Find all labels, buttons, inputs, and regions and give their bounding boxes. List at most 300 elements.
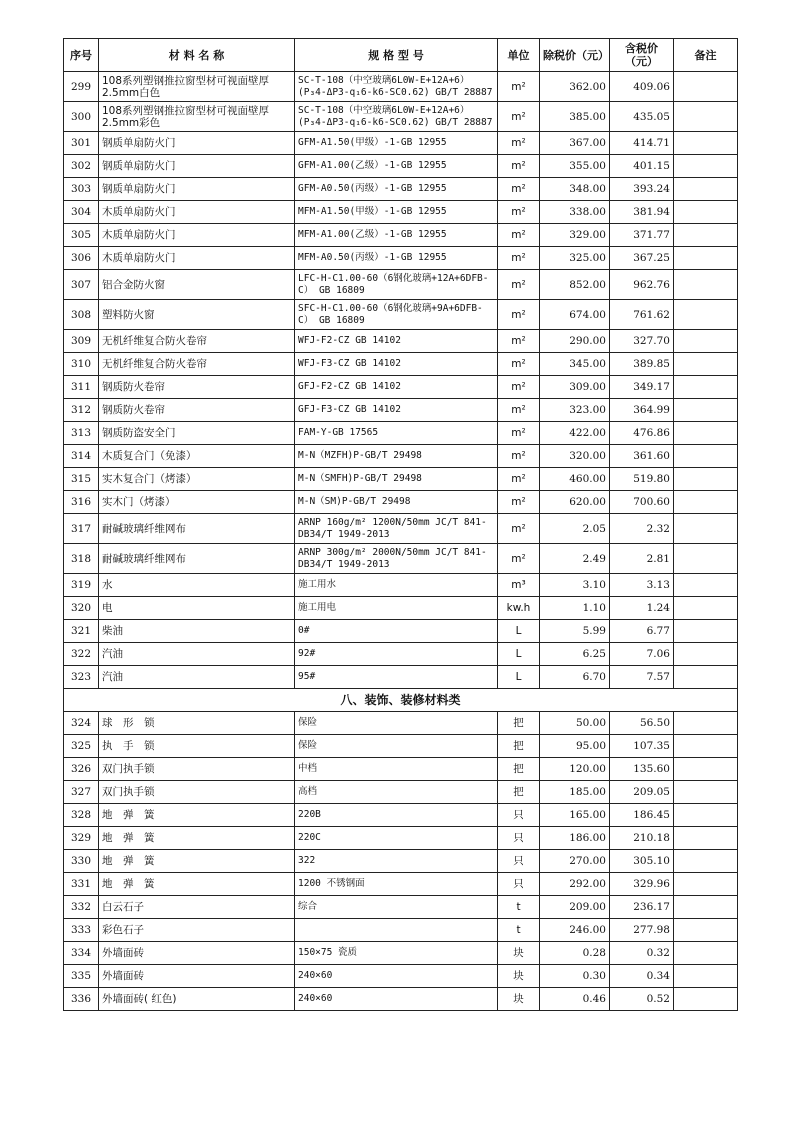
table-row [64,270,738,300]
note [674,178,738,201]
note [674,919,738,942]
table-row [64,247,738,270]
price-ex-tax: 246.00 [540,919,610,942]
price-ex-tax: 852.00 [540,270,610,300]
price-inc-tax: 700.60 [610,491,674,514]
header-price-ex-tax: 除税价（元） [540,39,610,72]
unit: m² [498,178,540,201]
note [674,942,738,965]
note [674,491,738,514]
note [674,201,738,224]
price-table [63,38,738,1011]
material-name: 实木门（烤漆） [99,491,295,514]
spec-model: GFM-A1.50(甲级）-1-GB 12955 [295,132,498,155]
unit: 块 [498,965,540,988]
spec-model: 322 [295,850,498,873]
price-ex-tax: 95.00 [540,735,610,758]
price-inc-tax: 186.45 [610,804,674,827]
material-name: 球 形 锁 [99,712,295,735]
price-ex-tax: 348.00 [540,178,610,201]
price-ex-tax: 323.00 [540,399,610,422]
price-ex-tax: 620.00 [540,491,610,514]
price-ex-tax: 209.00 [540,896,610,919]
price-inc-tax: 381.94 [610,201,674,224]
unit: m² [498,445,540,468]
price-inc-tax: 209.05 [610,781,674,804]
row-number: 299 [64,72,99,102]
note [674,422,738,445]
row-number: 310 [64,353,99,376]
material-name: 木质单扇防火门 [99,247,295,270]
note [674,72,738,102]
price-inc-tax: 0.52 [610,988,674,1011]
spec-model: 0# [295,620,498,643]
price-inc-tax: 6.77 [610,620,674,643]
price-inc-tax: 349.17 [610,376,674,399]
unit: m² [498,224,540,247]
table-row [64,919,738,942]
note [674,804,738,827]
note [674,544,738,574]
price-ex-tax: 309.00 [540,376,610,399]
table-row [64,965,738,988]
material-name: 执 手 锁 [99,735,295,758]
spec-model: 240×60 [295,988,498,1011]
material-name: 水 [99,574,295,597]
unit: m² [498,72,540,102]
table-row [64,468,738,491]
price-inc-tax: 7.57 [610,666,674,689]
price-ex-tax: 6.25 [540,643,610,666]
table-row [64,804,738,827]
material-name: 钢质单扇防火门 [99,178,295,201]
note [674,620,738,643]
row-number: 334 [64,942,99,965]
material-name: 地 弹 簧 [99,873,295,896]
row-number: 311 [64,376,99,399]
price-inc-tax: 364.99 [610,399,674,422]
price-ex-tax: 2.05 [540,514,610,544]
material-name: 耐碱玻璃纤维网布 [99,514,295,544]
unit: kw.h [498,597,540,620]
row-number: 333 [64,919,99,942]
spec-model: M-N（SM)P-GB/T 29498 [295,491,498,514]
table-row [64,224,738,247]
price-ex-tax: 6.70 [540,666,610,689]
price-inc-tax: 2.32 [610,514,674,544]
unit: 把 [498,758,540,781]
spec-model: 高档 [295,781,498,804]
unit: t [498,896,540,919]
price-inc-tax: 962.76 [610,270,674,300]
material-name: 木质复合门（免漆） [99,445,295,468]
row-number: 314 [64,445,99,468]
spec-model: FAM-Y-GB 17565 [295,422,498,445]
material-name: 电 [99,597,295,620]
material-name: 汽油 [99,666,295,689]
unit: m² [498,544,540,574]
material-name: 白云石子 [99,896,295,919]
price-ex-tax: 1.10 [540,597,610,620]
spec-model: GFJ-F2-CZ GB 14102 [295,376,498,399]
table-row [64,666,738,689]
table-row [64,873,738,896]
row-number: 317 [64,514,99,544]
material-name: 实木复合门（烤漆） [99,468,295,491]
price-ex-tax: 5.99 [540,620,610,643]
unit: 只 [498,850,540,873]
header-no: 序号 [64,39,99,72]
header-row [64,39,738,72]
price-inc-tax: 476.86 [610,422,674,445]
table-row [64,514,738,544]
price-inc-tax: 236.17 [610,896,674,919]
row-number: 326 [64,758,99,781]
material-name: 彩色石子 [99,919,295,942]
spec-model: 220C [295,827,498,850]
spec-model: SFC-H-C1.00-60（6钢化玻璃+9A+6DFB-C） GB 16809 [295,300,498,330]
spec-model: 95# [295,666,498,689]
price-ex-tax: 325.00 [540,247,610,270]
section-header-row [64,689,738,712]
header-spec: 规 格 型 号 [295,39,498,72]
row-number: 331 [64,873,99,896]
table-row [64,399,738,422]
price-inc-tax: 7.06 [610,643,674,666]
note [674,102,738,132]
material-name: 钢质防火卷帘 [99,376,295,399]
material-name: 地 弹 簧 [99,850,295,873]
unit: 块 [498,942,540,965]
row-number: 302 [64,155,99,178]
price-ex-tax: 3.10 [540,574,610,597]
price-ex-tax: 120.00 [540,758,610,781]
note [674,988,738,1011]
spec-model: ARNP 160g/m² 1200N/50mm JC/T 841-DB34/T 1949-2013 [295,514,498,544]
unit: 只 [498,873,540,896]
table-row [64,102,738,132]
material-name: 外墙面砖( 红色) [99,988,295,1011]
spec-model: LFC-H-C1.00-60（6钢化玻璃+12A+6DFB-C） GB 16809 [295,270,498,300]
spec-model: GFJ-F3-CZ GB 14102 [295,399,498,422]
price-ex-tax: 362.00 [540,72,610,102]
row-number: 336 [64,988,99,1011]
row-number: 328 [64,804,99,827]
spec-model: M-N（MZFH)P-GB/T 29498 [295,445,498,468]
note [674,850,738,873]
row-number: 324 [64,712,99,735]
price-inc-tax: 2.81 [610,544,674,574]
spec-model: WFJ-F2-CZ GB 14102 [295,330,498,353]
spec-model: 施工用水 [295,574,498,597]
unit: 只 [498,804,540,827]
table-row [64,300,738,330]
unit: 把 [498,735,540,758]
material-name: 木质单扇防火门 [99,224,295,247]
unit: m² [498,376,540,399]
price-ex-tax: 186.00 [540,827,610,850]
table-row [64,376,738,399]
spec-model: WFJ-F3-CZ GB 14102 [295,353,498,376]
material-name: 无机纤维复合防火卷帘 [99,330,295,353]
note [674,666,738,689]
price-inc-tax: 435.05 [610,102,674,132]
material-name: 双门执手锁 [99,781,295,804]
spec-model: 保险 [295,712,498,735]
material-name: 无机纤维复合防火卷帘 [99,353,295,376]
unit: L [498,643,540,666]
price-inc-tax: 389.85 [610,353,674,376]
price-ex-tax: 290.00 [540,330,610,353]
row-number: 318 [64,544,99,574]
price-inc-tax: 277.98 [610,919,674,942]
price-inc-tax: 761.62 [610,300,674,330]
table-row [64,201,738,224]
price-inc-tax: 401.15 [610,155,674,178]
spec-model: 施工用电 [295,597,498,620]
price-inc-tax: 305.10 [610,850,674,873]
spec-model: 1200 不锈钢面 [295,873,498,896]
table-row [64,72,738,102]
spec-model: M-N（SMFH)P-GB/T 29498 [295,468,498,491]
material-name: 108系列塑钢推拉窗型材可视面壁厚2.5mm白色 [99,72,295,102]
price-ex-tax: 674.00 [540,300,610,330]
row-number: 330 [64,850,99,873]
note [674,445,738,468]
price-ex-tax: 320.00 [540,445,610,468]
row-number: 309 [64,330,99,353]
price-inc-tax: 0.34 [610,965,674,988]
price-ex-tax: 345.00 [540,353,610,376]
material-name: 木质单扇防火门 [99,201,295,224]
note [674,827,738,850]
row-number: 300 [64,102,99,132]
unit: t [498,919,540,942]
note [674,873,738,896]
spec-model: MFM-A1.50(甲级）-1-GB 12955 [295,201,498,224]
table-row [64,850,738,873]
price-ex-tax: 422.00 [540,422,610,445]
price-inc-tax: 107.35 [610,735,674,758]
note [674,712,738,735]
price-inc-tax: 327.70 [610,330,674,353]
price-ex-tax: 367.00 [540,132,610,155]
material-name: 钢质单扇防火门 [99,132,295,155]
row-number: 312 [64,399,99,422]
table-row [64,178,738,201]
table-row [64,758,738,781]
material-name: 钢质防盗安全门 [99,422,295,445]
material-name: 塑料防火窗 [99,300,295,330]
price-ex-tax: 0.46 [540,988,610,1011]
spec-model: ARNP 300g/m² 2000N/50mm JC/T 841-DB34/T 1949-2013 [295,544,498,574]
note [674,376,738,399]
unit: m² [498,102,540,132]
unit: m² [498,247,540,270]
price-ex-tax: 50.00 [540,712,610,735]
table-row [64,574,738,597]
spec-model: MFM-A1.00(乙级）-1-GB 12955 [295,224,498,247]
spec-model: 240×60 [295,965,498,988]
row-number: 319 [64,574,99,597]
material-name: 铝合金防火窗 [99,270,295,300]
unit: m² [498,422,540,445]
row-number: 306 [64,247,99,270]
price-ex-tax: 185.00 [540,781,610,804]
price-inc-tax: 56.50 [610,712,674,735]
price-ex-tax: 338.00 [540,201,610,224]
table-row [64,445,738,468]
row-number: 303 [64,178,99,201]
unit: 把 [498,712,540,735]
material-name: 双门执手锁 [99,758,295,781]
unit: m² [498,155,540,178]
price-ex-tax: 2.49 [540,544,610,574]
note [674,781,738,804]
note [674,514,738,544]
table-row [64,597,738,620]
header-name: 材 料 名 称 [99,39,295,72]
price-inc-tax: 393.24 [610,178,674,201]
section-title: 八、装饰、装修材料类 [64,689,738,712]
unit: m³ [498,574,540,597]
price-inc-tax: 329.96 [610,873,674,896]
row-number: 320 [64,597,99,620]
row-number: 304 [64,201,99,224]
table-row [64,896,738,919]
unit: m² [498,491,540,514]
unit: L [498,666,540,689]
row-number: 323 [64,666,99,689]
row-number: 332 [64,896,99,919]
note [674,300,738,330]
material-name: 钢质单扇防火门 [99,155,295,178]
price-ex-tax: 0.28 [540,942,610,965]
table-row [64,643,738,666]
row-number: 321 [64,620,99,643]
unit: 只 [498,827,540,850]
price-ex-tax: 329.00 [540,224,610,247]
spec-model: 中档 [295,758,498,781]
header-unit: 单位 [498,39,540,72]
table-body [64,72,738,1011]
unit: m² [498,399,540,422]
table-row [64,712,738,735]
note [674,330,738,353]
price-ex-tax: 165.00 [540,804,610,827]
table-row [64,827,738,850]
unit: m² [498,514,540,544]
note [674,643,738,666]
row-number: 335 [64,965,99,988]
table-row [64,132,738,155]
note [674,353,738,376]
unit: m² [498,132,540,155]
price-ex-tax: 355.00 [540,155,610,178]
price-inc-tax: 3.13 [610,574,674,597]
price-ex-tax: 385.00 [540,102,610,132]
note [674,574,738,597]
table-row [64,735,738,758]
table-row [64,353,738,376]
note [674,896,738,919]
row-number: 315 [64,468,99,491]
price-inc-tax: 0.32 [610,942,674,965]
price-inc-tax: 1.24 [610,597,674,620]
material-name: 外墙面砖 [99,965,295,988]
price-inc-tax: 210.18 [610,827,674,850]
spec-model: GFM-A1.00(乙级）-1-GB 12955 [295,155,498,178]
table-row [64,544,738,574]
unit: 块 [498,988,540,1011]
price-ex-tax: 292.00 [540,873,610,896]
row-number: 329 [64,827,99,850]
unit: m² [498,330,540,353]
note [674,597,738,620]
row-number: 308 [64,300,99,330]
unit: m² [498,270,540,300]
material-name: 地 弹 簧 [99,827,295,850]
spec-model: 保险 [295,735,498,758]
note [674,468,738,491]
spec-model: SC-T-108（中空玻璃6L0W-E+12A+6）(P₃4-ΔP3-q₁6-k6-SC0.62) GB/T 28887 [295,102,498,132]
table-row [64,330,738,353]
spec-model: GFM-A0.50(丙级）-1-GB 12955 [295,178,498,201]
note [674,965,738,988]
header-note: 备注 [674,39,738,72]
spec-model: 综合 [295,896,498,919]
row-number: 316 [64,491,99,514]
row-number: 327 [64,781,99,804]
note [674,155,738,178]
note [674,132,738,155]
row-number: 301 [64,132,99,155]
price-inc-tax: 367.25 [610,247,674,270]
note [674,399,738,422]
material-name: 108系列塑钢推拉窗型材可视面壁厚2.5mm彩色 [99,102,295,132]
material-name: 柴油 [99,620,295,643]
price-ex-tax: 0.30 [540,965,610,988]
row-number: 322 [64,643,99,666]
material-name: 外墙面砖 [99,942,295,965]
material-name: 钢质防火卷帘 [99,399,295,422]
row-number: 305 [64,224,99,247]
table-row [64,620,738,643]
price-inc-tax: 519.80 [610,468,674,491]
unit: L [498,620,540,643]
price-inc-tax: 414.71 [610,132,674,155]
spec-model: 92# [295,643,498,666]
material-name: 耐碱玻璃纤维网布 [99,544,295,574]
material-name: 地 弹 簧 [99,804,295,827]
header-price-inc-tax: 含税价（元） [610,39,674,72]
note [674,224,738,247]
price-inc-tax: 409.06 [610,72,674,102]
spec-model [295,919,498,942]
spec-model: MFM-A0.50(丙级）-1-GB 12955 [295,247,498,270]
unit: 把 [498,781,540,804]
note [674,270,738,300]
table-row [64,781,738,804]
unit: m² [498,353,540,376]
table-row [64,155,738,178]
unit: m² [498,201,540,224]
material-name: 汽油 [99,643,295,666]
spec-model: SC-T-108（中空玻璃6L0W-E+12A+6）(P₃4-ΔP3-q₁6-k6-SC0.62) GB/T 28887 [295,72,498,102]
price-inc-tax: 361.60 [610,445,674,468]
row-number: 307 [64,270,99,300]
unit: m² [498,300,540,330]
